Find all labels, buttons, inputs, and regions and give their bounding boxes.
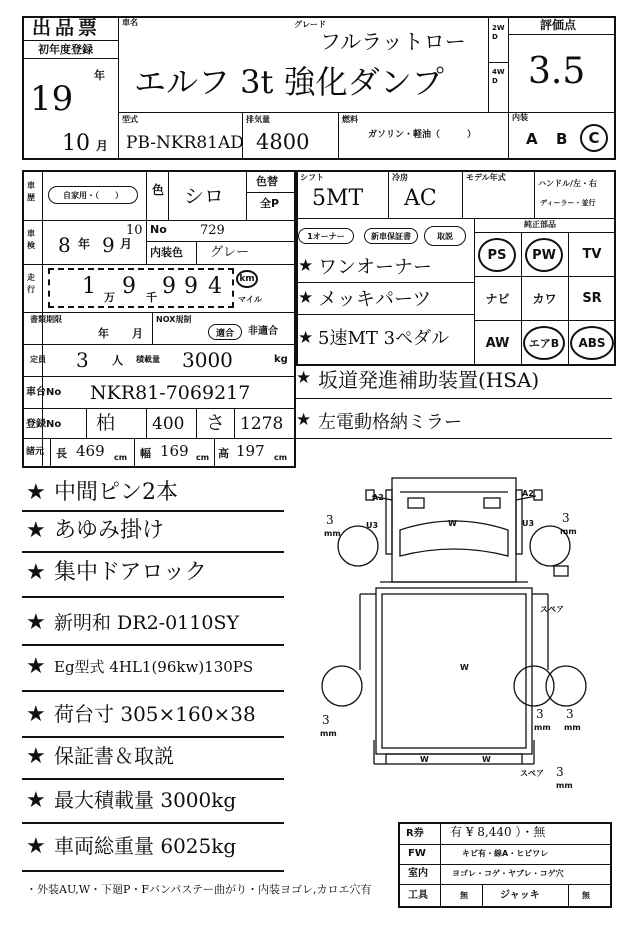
genuine-aw: AW [485, 335, 510, 351]
width-value: 169 [160, 442, 189, 460]
length-value: 469 [76, 442, 105, 460]
registration-number: 1278 [240, 414, 284, 434]
drive-4wd: 4WD [492, 68, 505, 85]
tire-front-left: 3 [326, 513, 334, 527]
tire-mm: mm [320, 729, 337, 738]
height-label: 高 [218, 447, 229, 460]
ac-label: 冷房 [392, 173, 408, 182]
load-unit: kg [274, 354, 288, 365]
tire-mm: mm [534, 723, 551, 732]
year-unit: 年 [94, 69, 105, 82]
feature-right-3: 5速MT 3ペダル [318, 328, 450, 349]
inspection-year-unit: 年 [78, 237, 91, 251]
room-value: ヨゴレ・コゲ・ヤブレ・コゲ穴 [452, 869, 564, 878]
room-label: 室内 [408, 868, 428, 879]
width-unit: cm [196, 453, 210, 462]
interior-grade-b: B [556, 130, 568, 148]
interior-label: 内装 [512, 113, 528, 122]
feature-left-1: 中間ピン2本 [54, 480, 178, 505]
feature-left-8: 最大積載量 3000kg [54, 788, 237, 812]
color-label: 色 [152, 183, 165, 197]
score-value: 3.5 [528, 51, 586, 92]
feature-left-7: 保証書＆取説 [54, 744, 174, 768]
displacement-label: 排気量 [246, 115, 270, 124]
model-value: PB-NKR81AD [126, 133, 244, 153]
interior-grade-a: A [526, 130, 538, 148]
inspection-month: 9 [102, 233, 115, 257]
documents-month: 月 [132, 327, 143, 340]
genuine-kawa: カワ [532, 291, 557, 306]
star-icon: ★ [296, 368, 312, 388]
jack-label: ジャッキ [500, 890, 540, 901]
width-label: 幅 [140, 447, 151, 460]
score-label: 評価点 [540, 18, 577, 32]
tools-label: 工具 [408, 890, 428, 901]
manual-tag: 取説 [424, 226, 466, 246]
genuine-abs: ABS [570, 326, 614, 360]
inspection-no-value: 729 [200, 223, 225, 238]
jack-none: 無 [582, 891, 590, 900]
feature-left-5: Eg型式 4HL1(96kw)130PS [54, 658, 254, 676]
diagram-w-mark: W [448, 519, 457, 528]
registration-class: 400 [152, 414, 185, 434]
condition-note: ・外装AU,W・下廻P・Fバンパステー曲がり・内装ヨゴレ,カロエ穴有 [26, 883, 372, 896]
star-icon: ★ [298, 328, 314, 348]
interior-grade-c: C [580, 124, 608, 152]
feature-right-5: 左電動格納ミラー [318, 412, 462, 433]
genuine-ps: PS [478, 238, 516, 272]
repaint-value: 全P [260, 197, 280, 210]
color-value: シロ [184, 184, 224, 208]
car-name-label: 車名 [122, 18, 138, 27]
car-name-value: エルフ 3t 強化ダンプ [134, 63, 444, 101]
feature-left-2: あゆみ掛け [54, 518, 165, 543]
recycle-label: R券 [406, 828, 424, 839]
diagram-a2-right: A2 [522, 489, 534, 498]
mileage-km-unit: km [236, 270, 258, 288]
first-registration-month: 10 [62, 131, 90, 156]
star-icon: ★ [298, 256, 314, 276]
star-icon: ★ [298, 288, 314, 308]
first-registration-year: 19 [30, 79, 74, 119]
mileage-digit-1: 1 [82, 274, 96, 299]
star-icon: ★ [26, 788, 46, 813]
genuine-parts-title: 純正部品 [524, 220, 556, 229]
registration-kana: さ [206, 412, 226, 434]
warranty-tag: 新車保証書 [364, 228, 418, 244]
diagram-u3-left: U3 [366, 521, 379, 530]
tools-none: 無 [460, 891, 468, 900]
feature-right-2: メッキパーツ [318, 288, 432, 310]
dimensions-label: 諸元 [26, 447, 45, 457]
height-unit: cm [274, 453, 288, 462]
ac-value: AC [404, 186, 437, 211]
feature-left-3: 集中ドアロック [54, 560, 207, 585]
genuine-navi: ナビ [485, 291, 510, 306]
shift-value: 5MT [312, 186, 364, 211]
first-registration-label: 初年度登録 [38, 43, 93, 56]
diagram-a2-left: A2 [372, 493, 384, 502]
mileage-mile-unit: マイル [238, 295, 262, 304]
tire-mm: mm [556, 781, 573, 790]
spare-label: スペア [540, 605, 564, 614]
feature-left-4: 新明和 DR2-0110SY [54, 612, 239, 634]
mileage-digit-5: 4 [208, 274, 222, 299]
model-year-label: モデル年式 [466, 173, 506, 182]
month-unit: 月 [96, 139, 109, 153]
one-owner-tag: 1オーナー [298, 228, 354, 244]
diagram-w-mark: W [420, 755, 429, 764]
private-use-option: 自家用・（ ） [48, 186, 138, 204]
feature-left-9: 車両総重量 6025kg [54, 834, 237, 858]
mileage-sen: 千 [146, 291, 157, 304]
star-icon: ★ [26, 834, 46, 859]
recycle-value: 有 ¥ 8,440 ）・無 [450, 825, 546, 839]
fuel-label: 燃料 [342, 115, 358, 124]
genuine-airbag: エアB [523, 326, 565, 360]
tire-rear-right-2: 3 [566, 707, 574, 721]
registration-label: 登録No [26, 419, 62, 430]
spare2-value: 3 [556, 765, 564, 779]
mileage-digit-2: 9 [122, 274, 136, 299]
seats-label: 定員 [30, 355, 46, 364]
spare2-label: スペア [520, 769, 544, 778]
star-icon: ★ [26, 518, 46, 543]
tire-mm: mm [564, 723, 581, 732]
diagram-w-mark: W [482, 755, 491, 764]
mileage-digits-box [48, 268, 234, 308]
shift-label: シフト [300, 173, 324, 182]
drive-2wd: 2WD [492, 24, 505, 41]
nox-noncompliant: 非適合 [248, 326, 278, 337]
load-label: 積載量 [136, 355, 160, 364]
load-value: 3000 [182, 348, 233, 372]
dealer-label: ディーラー・並行 [540, 199, 596, 207]
star-icon: ★ [26, 702, 46, 727]
mileage-label: 走行 [27, 273, 35, 294]
fw-label: FW [408, 848, 426, 859]
genuine-sr: SR [582, 290, 602, 306]
fuel-options: ガソリン・軽油（ ） [368, 130, 477, 140]
inspection-month-unit: 月 [120, 237, 133, 251]
feature-left-6: 荷台寸 305×160×38 [54, 702, 256, 726]
feature-right-1: ワンオーナー [318, 256, 433, 278]
star-icon: ★ [26, 560, 46, 585]
length-label: 長 [56, 447, 67, 460]
star-icon: ★ [26, 480, 46, 505]
tire-mm: mm [560, 527, 577, 536]
sheet-title: 出品票 [32, 17, 102, 39]
genuine-pw: PW [525, 238, 563, 272]
model-label: 型式 [122, 115, 138, 124]
tire-front-right: 3 [562, 511, 570, 525]
star-icon: ★ [26, 654, 46, 679]
inspection-label: 車検 [27, 229, 35, 250]
diagram-w-mark: W [460, 663, 469, 672]
seats-value: 3 [76, 348, 89, 372]
tire-rear-left: 3 [322, 713, 330, 727]
mileage-man: 万 [104, 291, 115, 304]
history-label: 車歴 [27, 181, 35, 202]
displacement-value: 4800 [256, 130, 310, 154]
feature-right-4: 坂道発進補助装置(HSA) [318, 368, 540, 392]
mileage-digit-4: 9 [184, 274, 198, 299]
handle-label: ハンドル/左・右 [538, 179, 597, 188]
inspection-day: 10 [126, 223, 143, 238]
height-value: 197 [236, 442, 265, 460]
grade-value: フルラットロー [320, 30, 466, 54]
mileage-digit-3: 9 [162, 274, 176, 299]
tire-mm: mm [324, 529, 341, 538]
star-icon: ★ [26, 744, 46, 769]
documents-year: 年 [98, 327, 109, 340]
nox-compliant: 適合 [208, 324, 242, 340]
tire-rear-right-1: 3 [536, 707, 544, 721]
interior-color-value: グレー [210, 245, 250, 260]
chassis-label: 車台No [26, 387, 62, 398]
nox-label: NOX規制 [156, 315, 192, 324]
interior-color-label: 内装色 [150, 246, 183, 259]
length-unit: cm [114, 453, 128, 462]
inspection-no-label: No [150, 223, 167, 236]
inspection-year: 8 [58, 233, 71, 257]
registration-area: 柏 [96, 412, 116, 434]
repaint-label: 色替 [256, 175, 278, 188]
star-icon: ★ [26, 610, 46, 635]
grade-label: グレード [294, 20, 326, 29]
genuine-tv: TV [582, 246, 602, 262]
fw-value: キビ有・線A・ヒビワレ [462, 849, 549, 858]
star-icon: ★ [296, 410, 312, 430]
documents-label: 書類期限 [30, 315, 62, 324]
diagram-u3-right: U3 [522, 519, 535, 528]
seats-unit: 人 [112, 354, 123, 367]
chassis-value: NKR81-7069217 [90, 382, 251, 404]
